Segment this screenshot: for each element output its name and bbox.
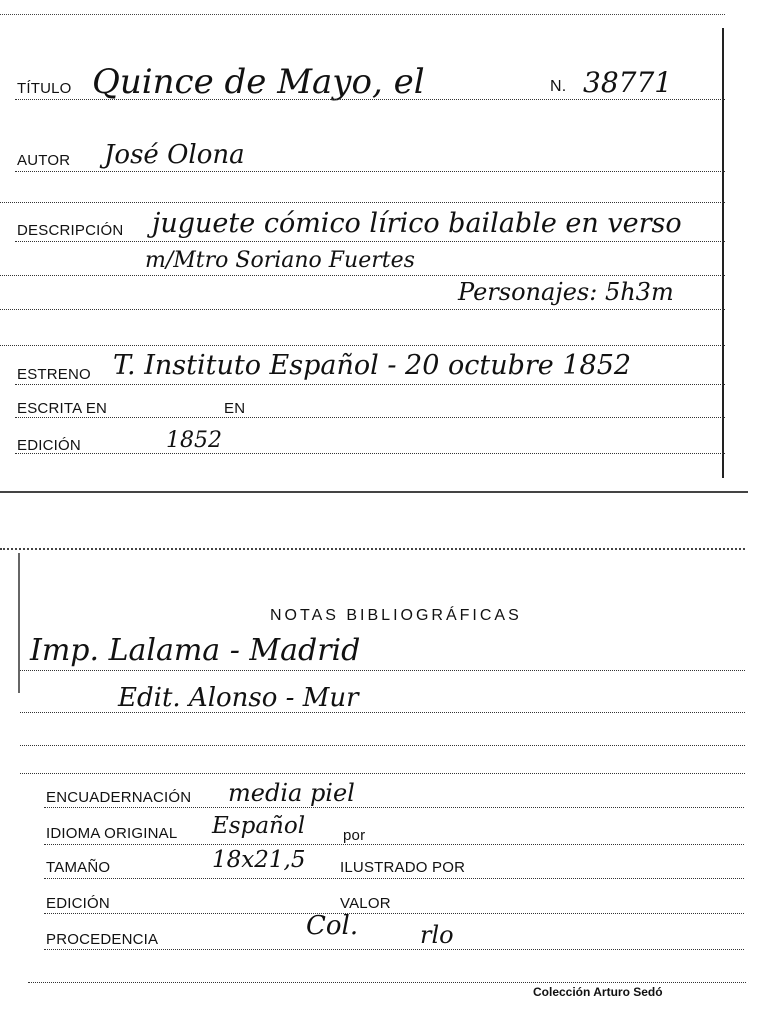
encuadernacion-rule (44, 807, 744, 808)
catalog-card-front (0, 0, 759, 495)
descripcion-label: DESCRIPCIÓN (17, 222, 124, 239)
idioma-label: IDIOMA ORIGINAL (46, 825, 178, 842)
notes-rule-2 (20, 712, 745, 713)
autor-value: José Olona (104, 140, 245, 170)
descripcion-rule-3 (0, 309, 725, 310)
notes-rule-4 (20, 773, 745, 774)
encuadernacion-label: ENCUADERNACIÓN (46, 789, 192, 806)
procedencia-rule (44, 949, 744, 950)
escrita-en-rule (15, 417, 725, 418)
idioma-por-label: por (343, 827, 366, 844)
bottom-rule (28, 982, 746, 983)
descripcion-rule-2 (0, 275, 725, 276)
note-line-1: Imp. Lalama - Madrid (30, 633, 361, 668)
titulo-rule (15, 99, 725, 100)
estreno-label: ESTRENO (17, 366, 91, 383)
card-right-edge (722, 28, 724, 478)
notes-rule-1 (20, 670, 745, 671)
note-line-2: Edit. Alonso - Mur (118, 683, 359, 713)
notas-heading: NOTAS BIBLIOGRÁFICAS (270, 607, 522, 624)
edicion-value: 1852 (166, 428, 222, 453)
descripcion-rule-4 (0, 345, 725, 346)
descripcion-rule-1 (15, 241, 725, 242)
catalog-card-back (0, 545, 759, 1028)
numero-label: N. (550, 78, 567, 95)
escrita-en-en-label: EN (224, 400, 246, 417)
escrita-en-label: ESCRITA EN (17, 400, 108, 417)
estreno-value: T. Instituto Español - 20 octubre 1852 (113, 350, 632, 381)
edicion-back-rule (44, 913, 744, 914)
procedencia-value-2: rlo (420, 921, 454, 949)
edicion-rule (15, 453, 725, 454)
card-back-left-edge (18, 553, 20, 693)
autor-label: AUTOR (17, 152, 71, 169)
tamano-rule (44, 878, 744, 879)
descripcion-line3: Personajes: 5h3m (458, 278, 674, 306)
ilustrado-por-label: ILUSTRADO POR (340, 859, 466, 876)
edicion-back-label: EDICIÓN (46, 895, 110, 912)
card-back-top-border (0, 548, 745, 550)
collection-footer: Colección Arturo Sedó (533, 985, 663, 999)
descripcion-line2: m/Mtro Soriano Fuertes (145, 248, 415, 273)
autor-rule-2 (0, 202, 725, 203)
idioma-rule (44, 844, 744, 845)
autor-rule (15, 171, 725, 172)
procedencia-label: PROCEDENCIA (46, 931, 159, 948)
card-top-border (0, 14, 725, 15)
encuadernacion-value: media piel (228, 779, 355, 807)
notes-rule-3 (20, 745, 745, 746)
idioma-value: Español (212, 813, 306, 839)
edicion-label: EDICIÓN (17, 437, 81, 454)
numero-value: 38771 (583, 66, 673, 99)
titulo-label: TÍTULO (17, 80, 72, 97)
tamano-label: TAMAÑO (46, 859, 111, 876)
valor-label: VALOR (340, 895, 391, 912)
titulo-value: Quince de Mayo, el (92, 62, 425, 102)
card-bottom-edge (0, 491, 748, 493)
tamano-value: 18x21,5 (212, 847, 306, 873)
procedencia-value: Col. (306, 911, 359, 941)
descripcion-line1: juguete cómico lírico bailable en verso (152, 208, 682, 239)
estreno-rule (15, 384, 725, 385)
